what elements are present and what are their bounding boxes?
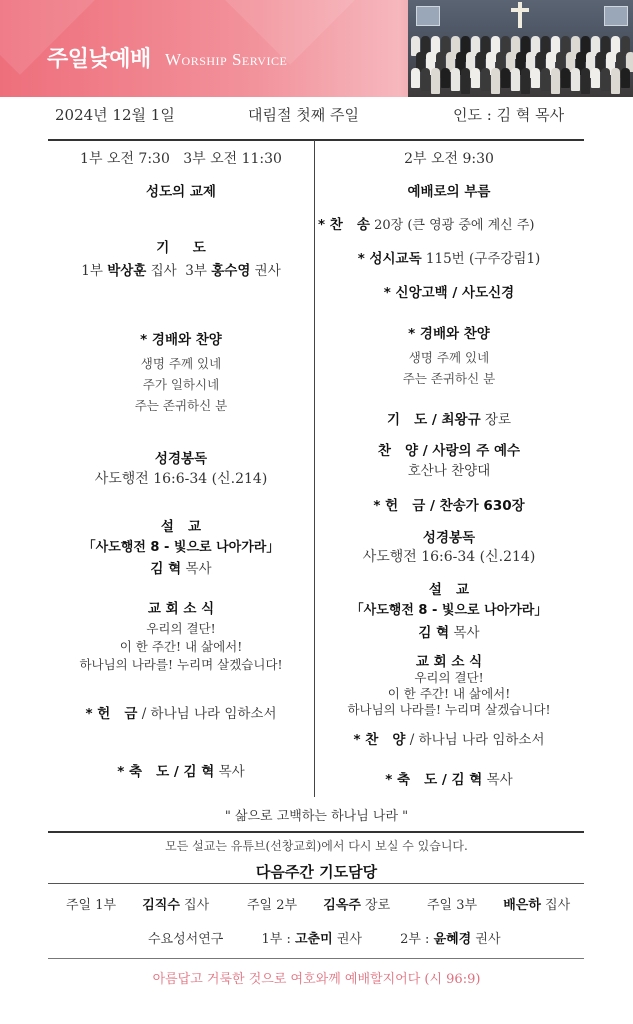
hymn-label: * 찬 송 xyxy=(318,217,370,233)
scripture-reference: 사도행전 16:6-34 (신.214) xyxy=(94,471,268,487)
news-line: 하나님의 나라를! 누리며 살겠습니다! xyxy=(79,657,283,672)
choir-member xyxy=(581,68,590,94)
sermon-text: 「사도행전 8 - 빛으로 나아가라」 xyxy=(350,603,548,618)
wed1-name: 고춘미 xyxy=(294,932,333,947)
choir-group xyxy=(408,28,633,97)
sun2-name: 김옥주 xyxy=(323,898,361,913)
reading-text: 115번 (구주강림1) xyxy=(421,251,541,267)
preacher xyxy=(48,557,314,577)
hymn xyxy=(316,213,582,233)
choir-member xyxy=(411,68,420,88)
prayer-3-name: 홍수영 xyxy=(211,263,251,279)
next-week-prayer-title: 다음주간 기도담당 xyxy=(255,863,378,881)
sermon-title: 설 교 xyxy=(428,582,470,598)
wed1-label: 1부 : xyxy=(261,932,291,947)
next-wednesday xyxy=(148,928,501,947)
motto: " 삶으로 고백하는 하나님 나라 " xyxy=(224,809,409,824)
projection-screen xyxy=(416,6,440,26)
offering xyxy=(48,702,314,722)
praise-title: * 경배와 찬양 xyxy=(140,332,222,348)
benediction-label: * 축 도 / 김 혁 xyxy=(117,764,215,780)
choir-member xyxy=(451,68,460,91)
choir-member xyxy=(461,68,470,94)
choir-member xyxy=(591,68,600,88)
youtube-note: 모든 설교는 유튜브(선창교회)에서 다시 보실 수 있습니다. xyxy=(165,839,468,853)
service-date: 2024년 12월 1일 xyxy=(55,106,175,124)
benediction xyxy=(316,768,582,788)
choir-member xyxy=(531,68,540,88)
cross-icon xyxy=(518,2,522,28)
preacher-name: 김 혁 xyxy=(418,625,450,641)
next-sun2 xyxy=(247,894,390,913)
choir-member xyxy=(491,68,500,94)
sun2-role: 장로 xyxy=(365,898,391,913)
divider xyxy=(48,831,584,833)
news-line: 우리의 결단! xyxy=(146,621,216,636)
choir-member xyxy=(471,68,480,88)
next-sun1 xyxy=(66,894,209,913)
song-text: / 하나님 나라 임하소서 xyxy=(405,732,545,748)
preacher-role: 목사 xyxy=(185,561,212,577)
service-times: 2부 오전 9:30 xyxy=(404,151,494,167)
praise-song-final xyxy=(316,728,582,748)
creed: * 신앙고백 / 사도신경 xyxy=(383,285,515,301)
wed2-role: 권사 xyxy=(475,932,501,947)
choir-member xyxy=(501,68,510,88)
prayer-1-role: 집사 xyxy=(150,263,177,279)
header-banner xyxy=(0,0,633,97)
prayer-1-name: 박상훈 xyxy=(107,263,147,279)
sermon-text: 「사도행전 8 - 빛으로 나아가라」 xyxy=(82,540,280,555)
praise-song: 주가 일하시네 xyxy=(142,377,220,392)
church-news-title: 교 회 소 식 xyxy=(415,654,483,670)
sun1-label: 주일 1부 xyxy=(66,898,117,913)
prayer-1-label: 1부 xyxy=(81,263,103,279)
praise-song: 생명 주께 있네 xyxy=(140,356,222,371)
praise-song: 생명 주께 있네 xyxy=(408,350,490,365)
column-divider xyxy=(314,140,315,797)
liturgical-sunday: 대림절 첫째 주일 xyxy=(248,106,359,124)
news-line: 우리의 결단! xyxy=(414,670,484,685)
choir-member xyxy=(481,68,490,91)
praise-song: 주는 존귀하신 분 xyxy=(134,398,228,413)
benediction-role: 목사 xyxy=(214,764,245,780)
service-title: 주일낮예배 xyxy=(47,47,151,72)
wed2-label: 2부 : xyxy=(400,932,430,947)
church-news-title: 교 회 소 식 xyxy=(147,601,215,617)
preacher xyxy=(316,621,582,641)
choir-member xyxy=(541,68,550,91)
divider xyxy=(48,139,584,141)
choir-member xyxy=(601,68,610,91)
praise-title: * 경배와 찬양 xyxy=(408,326,490,342)
offering-label: * 헌 금 xyxy=(85,706,138,722)
choir-member xyxy=(571,68,580,91)
offering: * 헌 금 / 찬송가 630장 xyxy=(373,498,525,514)
praise-song: 주는 존귀하신 분 xyxy=(402,371,496,386)
choir-member xyxy=(521,68,530,94)
scripture-title: 성경봉독 xyxy=(422,530,476,546)
next-sun3 xyxy=(427,894,570,913)
service-leader: 인도 : 김 혁 목사 xyxy=(453,106,565,124)
choir-member xyxy=(611,68,620,94)
responsive-reading xyxy=(316,247,582,267)
hymn-text: 20장 (큰 영광 중에 계신 주) xyxy=(369,218,535,233)
prayer-title: 기 도 xyxy=(156,240,206,256)
prayer-label: 기 도 / 최왕규 xyxy=(386,412,481,428)
choir-member xyxy=(621,68,630,88)
sun1-name: 김직수 xyxy=(142,898,180,913)
preacher-name: 김 혁 xyxy=(150,561,182,577)
offering-text: / 하나님 나라 임하소서 xyxy=(137,706,277,722)
divider xyxy=(48,958,584,959)
news-line: 하나님의 나라를! 누리며 살겠습니다! xyxy=(347,702,551,717)
cross-bar xyxy=(511,8,529,12)
wed-label: 수요성서연구 xyxy=(148,932,224,947)
news-line: 이 한 주간! 내 삶에서! xyxy=(387,686,511,701)
choir-member xyxy=(561,68,570,88)
choir-member xyxy=(421,68,430,91)
song-label: * 찬 양 xyxy=(353,732,406,748)
scripture-reference: 사도행전 16:6-34 (신.214) xyxy=(362,549,536,565)
benediction-label: * 축 도 / 김 혁 xyxy=(385,772,483,788)
choir-anthem: 찬 양 / 사랑의 주 예수 xyxy=(377,443,521,459)
choir-name: 호산나 찬양대 xyxy=(407,463,491,479)
scripture-title: 성경봉독 xyxy=(154,451,208,467)
choir-member xyxy=(511,68,520,91)
choir-member xyxy=(441,68,450,88)
bible-verse: 아름답고 거룩한 것으로 여호와께 예배할지어다 (시 96:9) xyxy=(152,972,481,987)
reading-label: * 성시교독 xyxy=(357,251,422,267)
prayer-role: 장로 xyxy=(480,412,511,428)
news-line: 이 한 주간! 내 삶에서! xyxy=(119,639,243,654)
choir-member xyxy=(431,68,440,94)
call-to-worship: 예배로의 부름 xyxy=(407,184,491,200)
projection-screen xyxy=(604,6,628,26)
service-title-english: Worship Service xyxy=(165,50,288,69)
sun3-role: 집사 xyxy=(545,898,571,913)
prayer-3-label: 3부 xyxy=(185,263,207,279)
sermon-title: 설 교 xyxy=(160,519,202,535)
fellowship: 성도의 교제 xyxy=(146,184,216,200)
choir-member xyxy=(551,68,560,94)
prayer xyxy=(316,408,582,428)
preacher-role: 목사 xyxy=(453,625,480,641)
prayer-3-role: 권사 xyxy=(254,263,281,279)
prayer-leaders xyxy=(48,259,314,279)
choir-photo xyxy=(408,0,633,97)
sun2-label: 주일 2부 xyxy=(247,898,298,913)
service-times: 1부 오전 7:30 3부 오전 11:30 xyxy=(80,151,282,167)
wed1-role: 권사 xyxy=(336,932,362,947)
benediction-role: 목사 xyxy=(482,772,513,788)
sun1-role: 집사 xyxy=(184,898,210,913)
sun3-name: 배은하 xyxy=(503,898,541,913)
sun3-label: 주일 3부 xyxy=(427,898,478,913)
divider xyxy=(48,883,584,884)
wed2-name: 윤혜경 xyxy=(433,932,472,947)
benediction xyxy=(48,760,314,780)
